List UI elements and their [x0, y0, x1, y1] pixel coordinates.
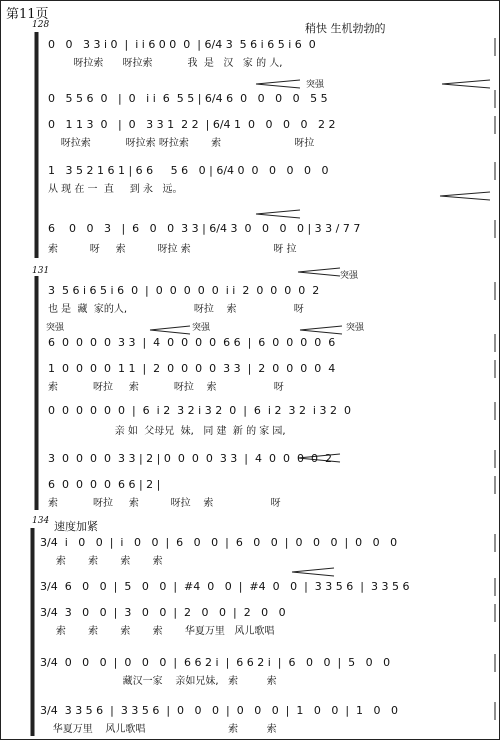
measure-number-134: 134: [32, 516, 50, 526]
staff-13-notes: 3/4 6 0 0 | 5 0 0 | #4 0 0 | #4 0 0 | 3 3 5 6 | 3 3 5 6: [40, 580, 410, 593]
staff-9-notes: 0 0 0 0 0 0 | 6 i 2 3 2 i 3 2 0 | 6 i 2 3 2 i 3 2 0: [48, 404, 351, 417]
crescendo-hairpin: [298, 268, 340, 272]
staff-4-notes: 1 3 5 2 1 6 1 | 6 6 5 6 0 | 6/4 0 0 0 0 0 0: [48, 164, 329, 177]
crescendo-hairpin: [440, 192, 490, 196]
staff-11-lyrics: 索 呀拉 索 呀拉 索 呀: [48, 498, 281, 509]
crescendo-hairpin: [292, 568, 334, 572]
staff-5-lyrics: 索 呀 索 呀拉 索 呀 拉: [48, 244, 297, 255]
staff-15-lyrics: 藏汉一家 亲如兄妹, 索 索: [40, 676, 277, 687]
crescendo-hairpin: [256, 214, 300, 218]
crescendo-hairpin: [150, 326, 190, 330]
tempo-marking: 稍快 生机勃勃的: [305, 22, 386, 35]
staff-16-notes: 3/4 3 3 5 6 | 3 3 5 6 | 0 0 0 | 0 0 0 | 1 0 0 | 1 0 0: [40, 704, 399, 717]
staff-4-lyrics: 从 现 在 一 直 到 永 远。: [48, 184, 183, 195]
measure-number-131: 131: [32, 266, 50, 276]
staff-6-notes: 3 5 6 i 6 5 i 6 0 | 0 0 0 0 0 i i 2 0 0 0 0 2: [48, 284, 320, 297]
staff-3-notes: 0 1 1 3 0 | 0 3 3 1 2 2 | 6/4 1 0 0 0 0 2 2: [48, 118, 336, 131]
staff-9-lyrics: 亲 如 父母兄 妹, 同 建 新 的 家 园,: [48, 426, 286, 437]
crescendo-hairpin: [256, 80, 300, 84]
page-number: 第11页: [6, 7, 49, 22]
staff-1-notes: 0 0 3 3 i 0 | i i 6 0 0 0 | 6/4 3 5 6 i 6 5 i 6 0: [48, 38, 316, 51]
crescendo-hairpin: [256, 84, 300, 88]
staff-14-lyrics: 索 索 索 索 华夏万里 风儿歌唱: [40, 626, 275, 637]
accent-marking: 突强: [346, 323, 365, 333]
crescendo-hairpin: [150, 330, 190, 334]
staff-10-notes: 3 0 0 0 0 3 3 | 2 | 0 0 0 0 3 3 | 4 0 0 0 0 2: [48, 452, 332, 465]
crescendo-hairpin: [256, 210, 300, 214]
staff-8-notes: 1 0 0 0 0 1 1 | 2 0 0 0 0 3 3 | 2 0 0 0 0 4: [48, 362, 336, 375]
staff-11-notes: 6 0 0 0 0 6 6 | 2 |: [48, 478, 161, 491]
measure-number-128: 128: [32, 20, 50, 30]
crescendo-hairpin: [442, 80, 490, 84]
staff-5-notes: 6 0 0 3 | 6 0 0 3 3 | 6/4 3 0 0 0 0 | 3 3 / 7 7: [48, 222, 361, 235]
staff-12-lyrics: 索 索 索 索: [40, 556, 163, 567]
staff-15-notes: 3/4 0 0 0 | 0 0 0 | 6 6 2 i | 6 6 2 i | 6 0 0 | 5 0 0: [40, 656, 391, 669]
crescendo-hairpin: [292, 572, 334, 576]
tempo-marking: 速度加紧: [54, 520, 98, 533]
staff-2-notes: 0 5 5 6 0 | 0 i i 6 5 5 | 6/4 6 0 0 0 0 5 5: [48, 92, 328, 105]
staff-1-lyrics: 呀拉索 呀拉索 我 是 汉 家 的 人,: [48, 58, 283, 69]
accent-marking: 突强: [340, 271, 359, 281]
crescendo-hairpin: [442, 84, 490, 88]
crescendo-hairpin: [440, 196, 490, 200]
crescendo-hairpin: [300, 326, 342, 330]
crescendo-hairpin: [300, 330, 342, 334]
crescendo-hairpin: [298, 272, 340, 276]
staff-16-lyrics: 华夏万里 风儿歌唱 索 索: [40, 724, 277, 735]
staff-8-lyrics: 索 呀拉 索 呀拉 索 呀: [48, 382, 284, 393]
accent-marking: 突强: [306, 80, 325, 90]
accent-marking: 突强: [192, 323, 211, 333]
staff-14-notes: 3/4 3 0 0 | 3 0 0 | 2 0 0 | 2 0 0: [40, 606, 286, 619]
accent-marking: 突强: [46, 323, 65, 333]
staff-6-lyrics: 也 是 藏 家的人, 呀拉 索 呀: [48, 304, 304, 315]
staff-3-lyrics: 呀拉索 呀拉索 呀拉索 索 呀拉: [48, 138, 315, 149]
staff-7-notes: 6 0 0 0 0 3 3 | 4 0 0 0 0 6 6 | 6 0 0 0 0 6: [48, 336, 336, 349]
staff-12-notes: 3/4 i 0 0 | i 0 0 | 6 0 0 | 6 0 0 | 0 0 0 | 0 0 0: [40, 536, 398, 549]
